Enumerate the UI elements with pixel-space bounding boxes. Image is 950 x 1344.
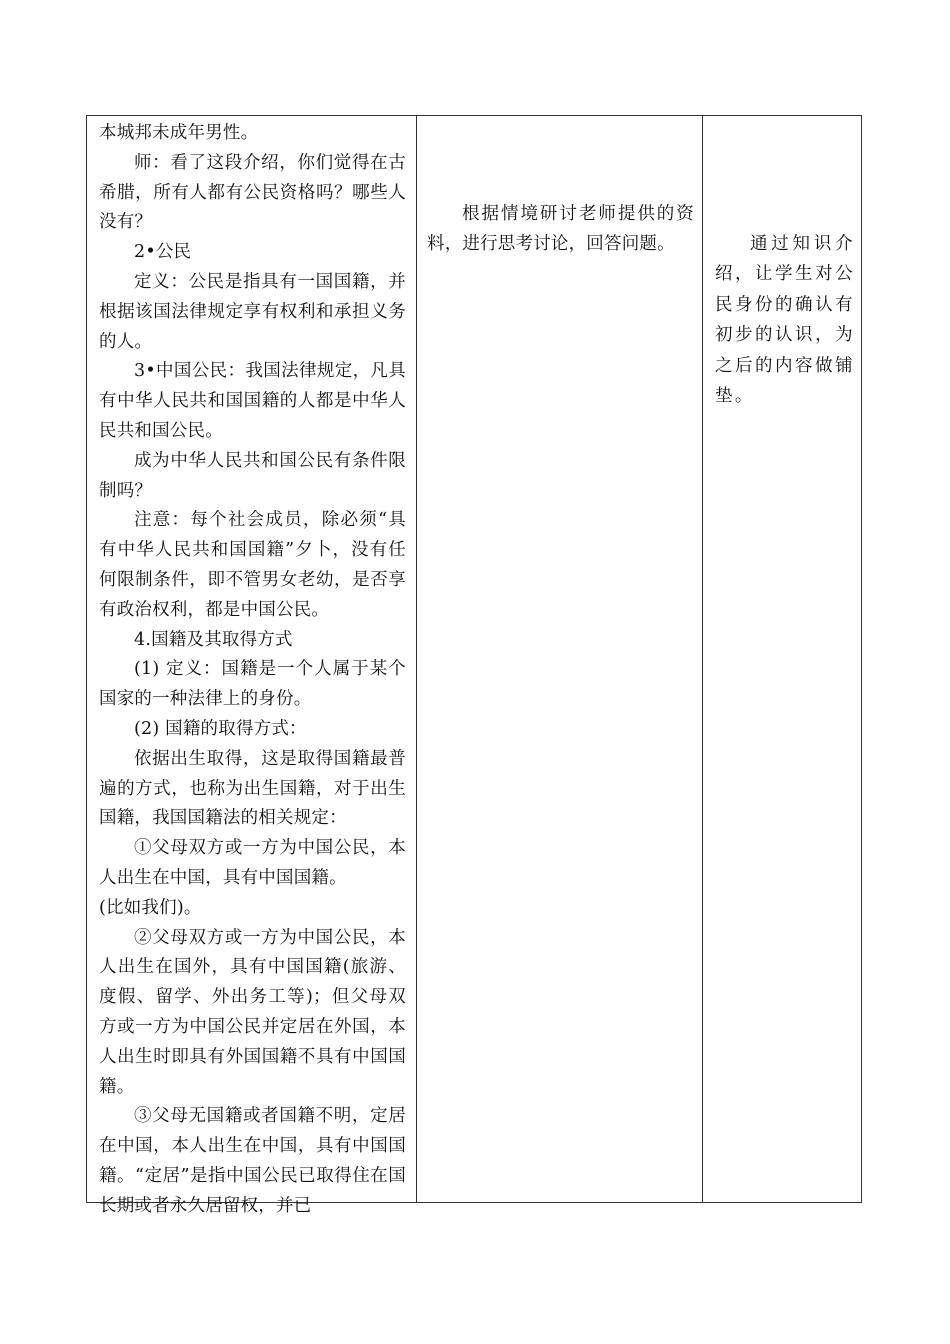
content-paragraph-13: (比如我们)。 (99, 897, 202, 918)
content-paragraph-3: 2•公民 (134, 242, 192, 263)
student-activity-cell (417, 116, 703, 1202)
content-paragraph-11: 依据出生取得，这是取得国籍最普遍的方式，也称为出生国籍，对于出生国籍，我国国籍法的相关规定： (99, 748, 406, 829)
content-paragraph-6: 成为中华人民共和国公民有条件限制吗？ (99, 450, 406, 501)
teaching-content-cell (87, 116, 417, 1216)
content-paragraph-2: 师：看了这段介绍，你们觉得在古希腊，所有人都有公民资格吗？哪些人没有？ (99, 152, 406, 233)
content-paragraph-4: 定义：公民是指具有一国国籍，并根据该国法律规定享有权利和承担义务的人。 (99, 271, 406, 352)
content-paragraph-5: 3•中国公民：我国法律规定，凡具有中华人民共和国国籍的人都是中华人民共和国公民。 (99, 361, 406, 441)
design-intent-text: 通过知识介绍，让学生对公民身份的确认有初步的认识，为之后的内容做铺垫。 (715, 234, 855, 407)
content-paragraph-7: 注意：每个社会成员，除必须“具有中华人民共和国国籍”夕卜，没有任何限制条件，即不管男女老幼，是否享有政治权利，都是中国公民。 (99, 510, 406, 620)
content-paragraph-1: 本城邦未成年男性。 (99, 123, 259, 143)
content-paragraph-8: 4.国籍及其取得方式 (134, 629, 293, 650)
content-paragraph-9: (1) 定义：国籍是一个人属于某个国家的一种法律上的身份。 (99, 659, 406, 710)
content-paragraph-14: ②父母双方或一方为中国公民，本人出生在国外，具有中国国籍(旅游、度假、留学、外出务工等)；但父母双方或一方为中国公民并定居在外国，本人出生时即具有外国国籍不具有中国国籍。 (99, 927, 406, 1097)
student-activity-text: 根据情境研讨老师提供的资料，进行思考讨论，回答问题。 (427, 204, 694, 254)
content-paragraph-12: ①父母双方或一方为中国公民，本人出生在中国，具有中国国籍。 (99, 838, 406, 888)
content-paragraph-10: (2) 国籍的取得方式： (134, 718, 307, 739)
lesson-table (86, 115, 862, 1216)
design-intent-cell (703, 116, 861, 1202)
content-paragraph-15: ③父母无国籍或者国籍不明，定居在中国，本人出生在中国，具有中国国籍。“定居”是指中国公民已取得住在国长期或者永久居留权，并已 (99, 1106, 406, 1216)
